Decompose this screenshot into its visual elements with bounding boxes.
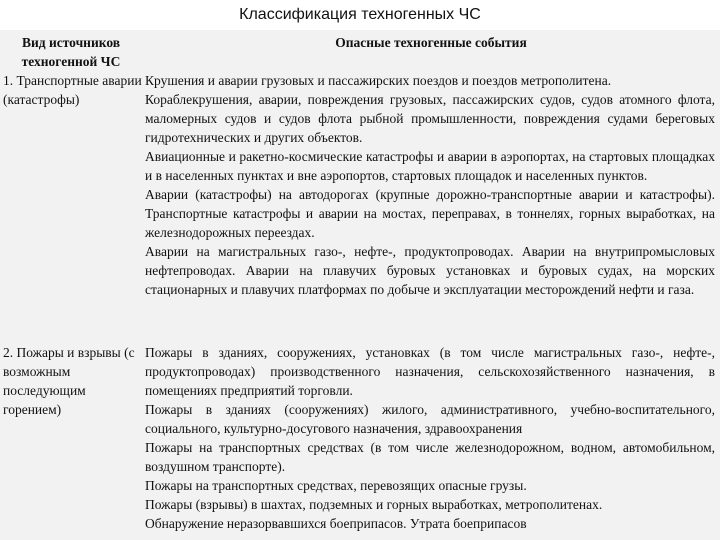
page-title: Классификация техногенных ЧС — [239, 6, 481, 23]
event-item: Обнаружение неразорвавшихся боеприпасов. Утрата боеприпасов — [145, 516, 527, 531]
column-header-events: Опасные техногенные события — [335, 35, 527, 50]
row-1-events — [145, 71, 715, 299]
row-2-source: 2. Пожары и взрывы (с возможным последующим горением) — [3, 345, 135, 417]
event-item: Пожары на транспортных средствах (в том числе железнодорожном, водном, автомобильном, воздушном транспорте). — [145, 440, 715, 474]
event-item: Пожары в зданиях, сооружениях, установках (в том числе магистральных газо-, нефте-, продуктопроводах) производственного назначения, сельскохозяйственного назначения, в помещениях предприятий торговли. — [145, 345, 715, 398]
classification-table — [0, 30, 720, 540]
event-item: Крушения и аварии грузовых и пассажирских поездов и поездов метрополитена. — [145, 73, 612, 88]
event-item: Аварии (катастрофы) на автодорогах (крупные дорожно-транспортные аварии и катастрофы). Транспортные катастрофы и аварии на мостах, переправах, в тоннелях, горных выработках, на железнодорожных переездах. — [145, 187, 715, 240]
event-item: Пожары на транспортных средствах, перевозящих опасные грузы. — [145, 478, 527, 493]
column-header-source: Вид источников техногенной ЧС — [21, 35, 121, 69]
event-item: Кораблекрушения, аварии, повреждения грузовых, пассажирских судов, судов атомного флота, маломерных судов и судов флота рыбной промышленности, повреждения судами береговых гидротехнических и других объектов. — [145, 92, 715, 145]
event-item: Авиационные и ракетно-космические катастрофы и аварии в аэропортах, на стартовых площадках и в населенных пунктах и вне аэропортов, стартовых площадок и населенных пунктов. — [145, 149, 715, 183]
event-item: Пожары в зданиях (сооружениях) жилого, административного, учебно-воспитательного, социального, культурно-досугового назначения, здравоохранения — [145, 402, 715, 436]
row-2-events — [145, 343, 715, 533]
event-item: Пожары (взрывы) в шахтах, подземных и горных выработках, метрополитенах. — [145, 497, 603, 512]
event-item: Аварии на магистральных газо-, нефте-, продуктопроводах. Аварии на внутрипромысловых нефтепроводах. Аварии на плавучих буровых установках и буровых судах, на морских стационарных и плавучих платформах по добыче и эксплуатации месторождений нефти и газа. — [145, 244, 715, 297]
row-1-source: 1. Транспортные аварии (катастрофы) — [3, 73, 142, 107]
